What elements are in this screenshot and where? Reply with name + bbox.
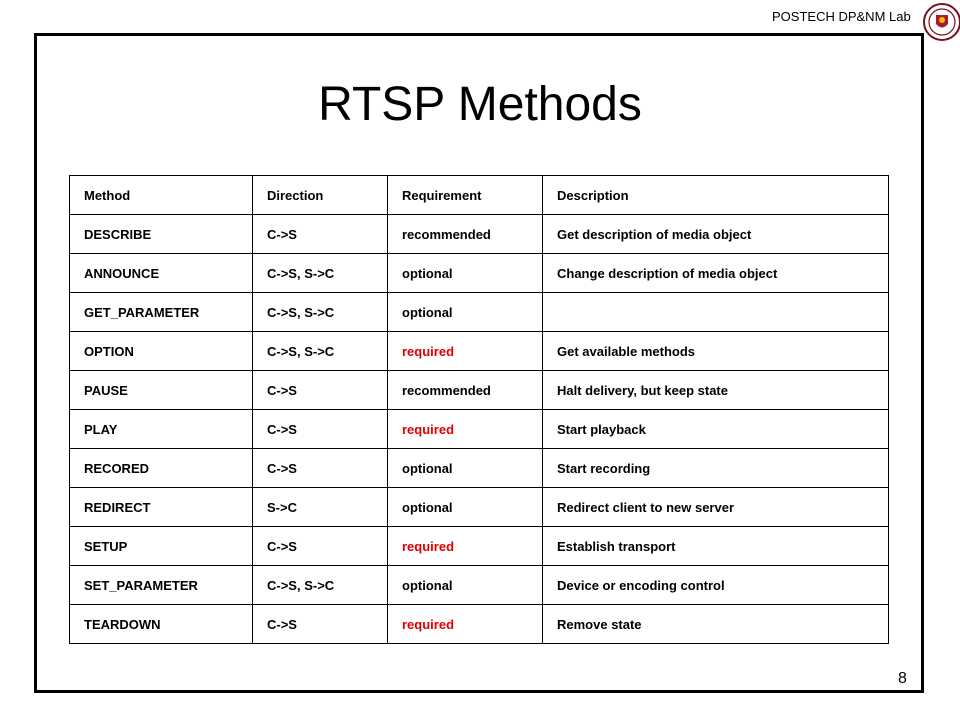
table-row: [70, 488, 889, 527]
table-row: [70, 371, 889, 410]
cell-requirement: required: [388, 527, 543, 566]
table-row: [70, 449, 889, 488]
table-row: [70, 215, 889, 254]
table-row: [70, 527, 889, 566]
cell-direction: C->S, S->C: [253, 254, 388, 293]
cell-requirement: required: [388, 410, 543, 449]
cell-requirement: recommended: [388, 215, 543, 254]
cell-method: PLAY: [70, 410, 253, 449]
cell-description: [543, 293, 889, 332]
cell-direction: C->S: [253, 215, 388, 254]
cell-method: DESCRIBE: [70, 215, 253, 254]
cell-description: Remove state: [543, 605, 889, 644]
cell-method: SET_PARAMETER: [70, 566, 253, 605]
table-row: [70, 410, 889, 449]
cell-direction: C->S: [253, 527, 388, 566]
postech-logo-icon: [920, 0, 960, 44]
cell-requirement: required: [388, 605, 543, 644]
cell-description: Device or encoding control: [543, 566, 889, 605]
page-number: 8: [898, 670, 907, 687]
cell-requirement: recommended: [388, 371, 543, 410]
rtsp-methods-table: [69, 175, 889, 644]
cell-description: Start playback: [543, 410, 889, 449]
cell-direction: C->S: [253, 605, 388, 644]
column-header-direction: Direction: [253, 176, 388, 215]
cell-method: REDIRECT: [70, 488, 253, 527]
cell-method: OPTION: [70, 332, 253, 371]
slide-title: RTSP Methods: [318, 78, 642, 131]
cell-method: TEARDOWN: [70, 605, 253, 644]
cell-description: Start recording: [543, 449, 889, 488]
cell-description: Change description of media object: [543, 254, 889, 293]
cell-requirement: optional: [388, 449, 543, 488]
cell-direction: C->S, S->C: [253, 566, 388, 605]
cell-direction: C->S, S->C: [253, 332, 388, 371]
cell-direction: C->S: [253, 371, 388, 410]
cell-method: PAUSE: [70, 371, 253, 410]
cell-method: SETUP: [70, 527, 253, 566]
table-row: [70, 332, 889, 371]
cell-description: Halt delivery, but keep state: [543, 371, 889, 410]
cell-direction: C->S: [253, 410, 388, 449]
cell-direction: C->S, S->C: [253, 293, 388, 332]
cell-requirement: optional: [388, 566, 543, 605]
cell-method: GET_PARAMETER: [70, 293, 253, 332]
cell-method: RECORED: [70, 449, 253, 488]
cell-direction: C->S: [253, 449, 388, 488]
cell-requirement: required: [388, 332, 543, 371]
column-header-description: Description: [543, 176, 889, 215]
cell-requirement: optional: [388, 488, 543, 527]
column-header-method: Method: [70, 176, 253, 215]
column-header-requirement: Requirement: [388, 176, 543, 215]
table-row: [70, 605, 889, 644]
cell-requirement: optional: [388, 293, 543, 332]
table-row: [70, 566, 889, 605]
table-row: [70, 254, 889, 293]
table-header-row: [70, 176, 889, 215]
cell-direction: S->C: [253, 488, 388, 527]
cell-description: Redirect client to new server: [543, 488, 889, 527]
cell-method: ANNOUNCE: [70, 254, 253, 293]
cell-description: Establish transport: [543, 527, 889, 566]
lab-label: POSTECH DP&NM Lab: [772, 9, 911, 24]
cell-requirement: optional: [388, 254, 543, 293]
cell-description: Get available methods: [543, 332, 889, 371]
cell-description: Get description of media object: [543, 215, 889, 254]
table-row: [70, 293, 889, 332]
